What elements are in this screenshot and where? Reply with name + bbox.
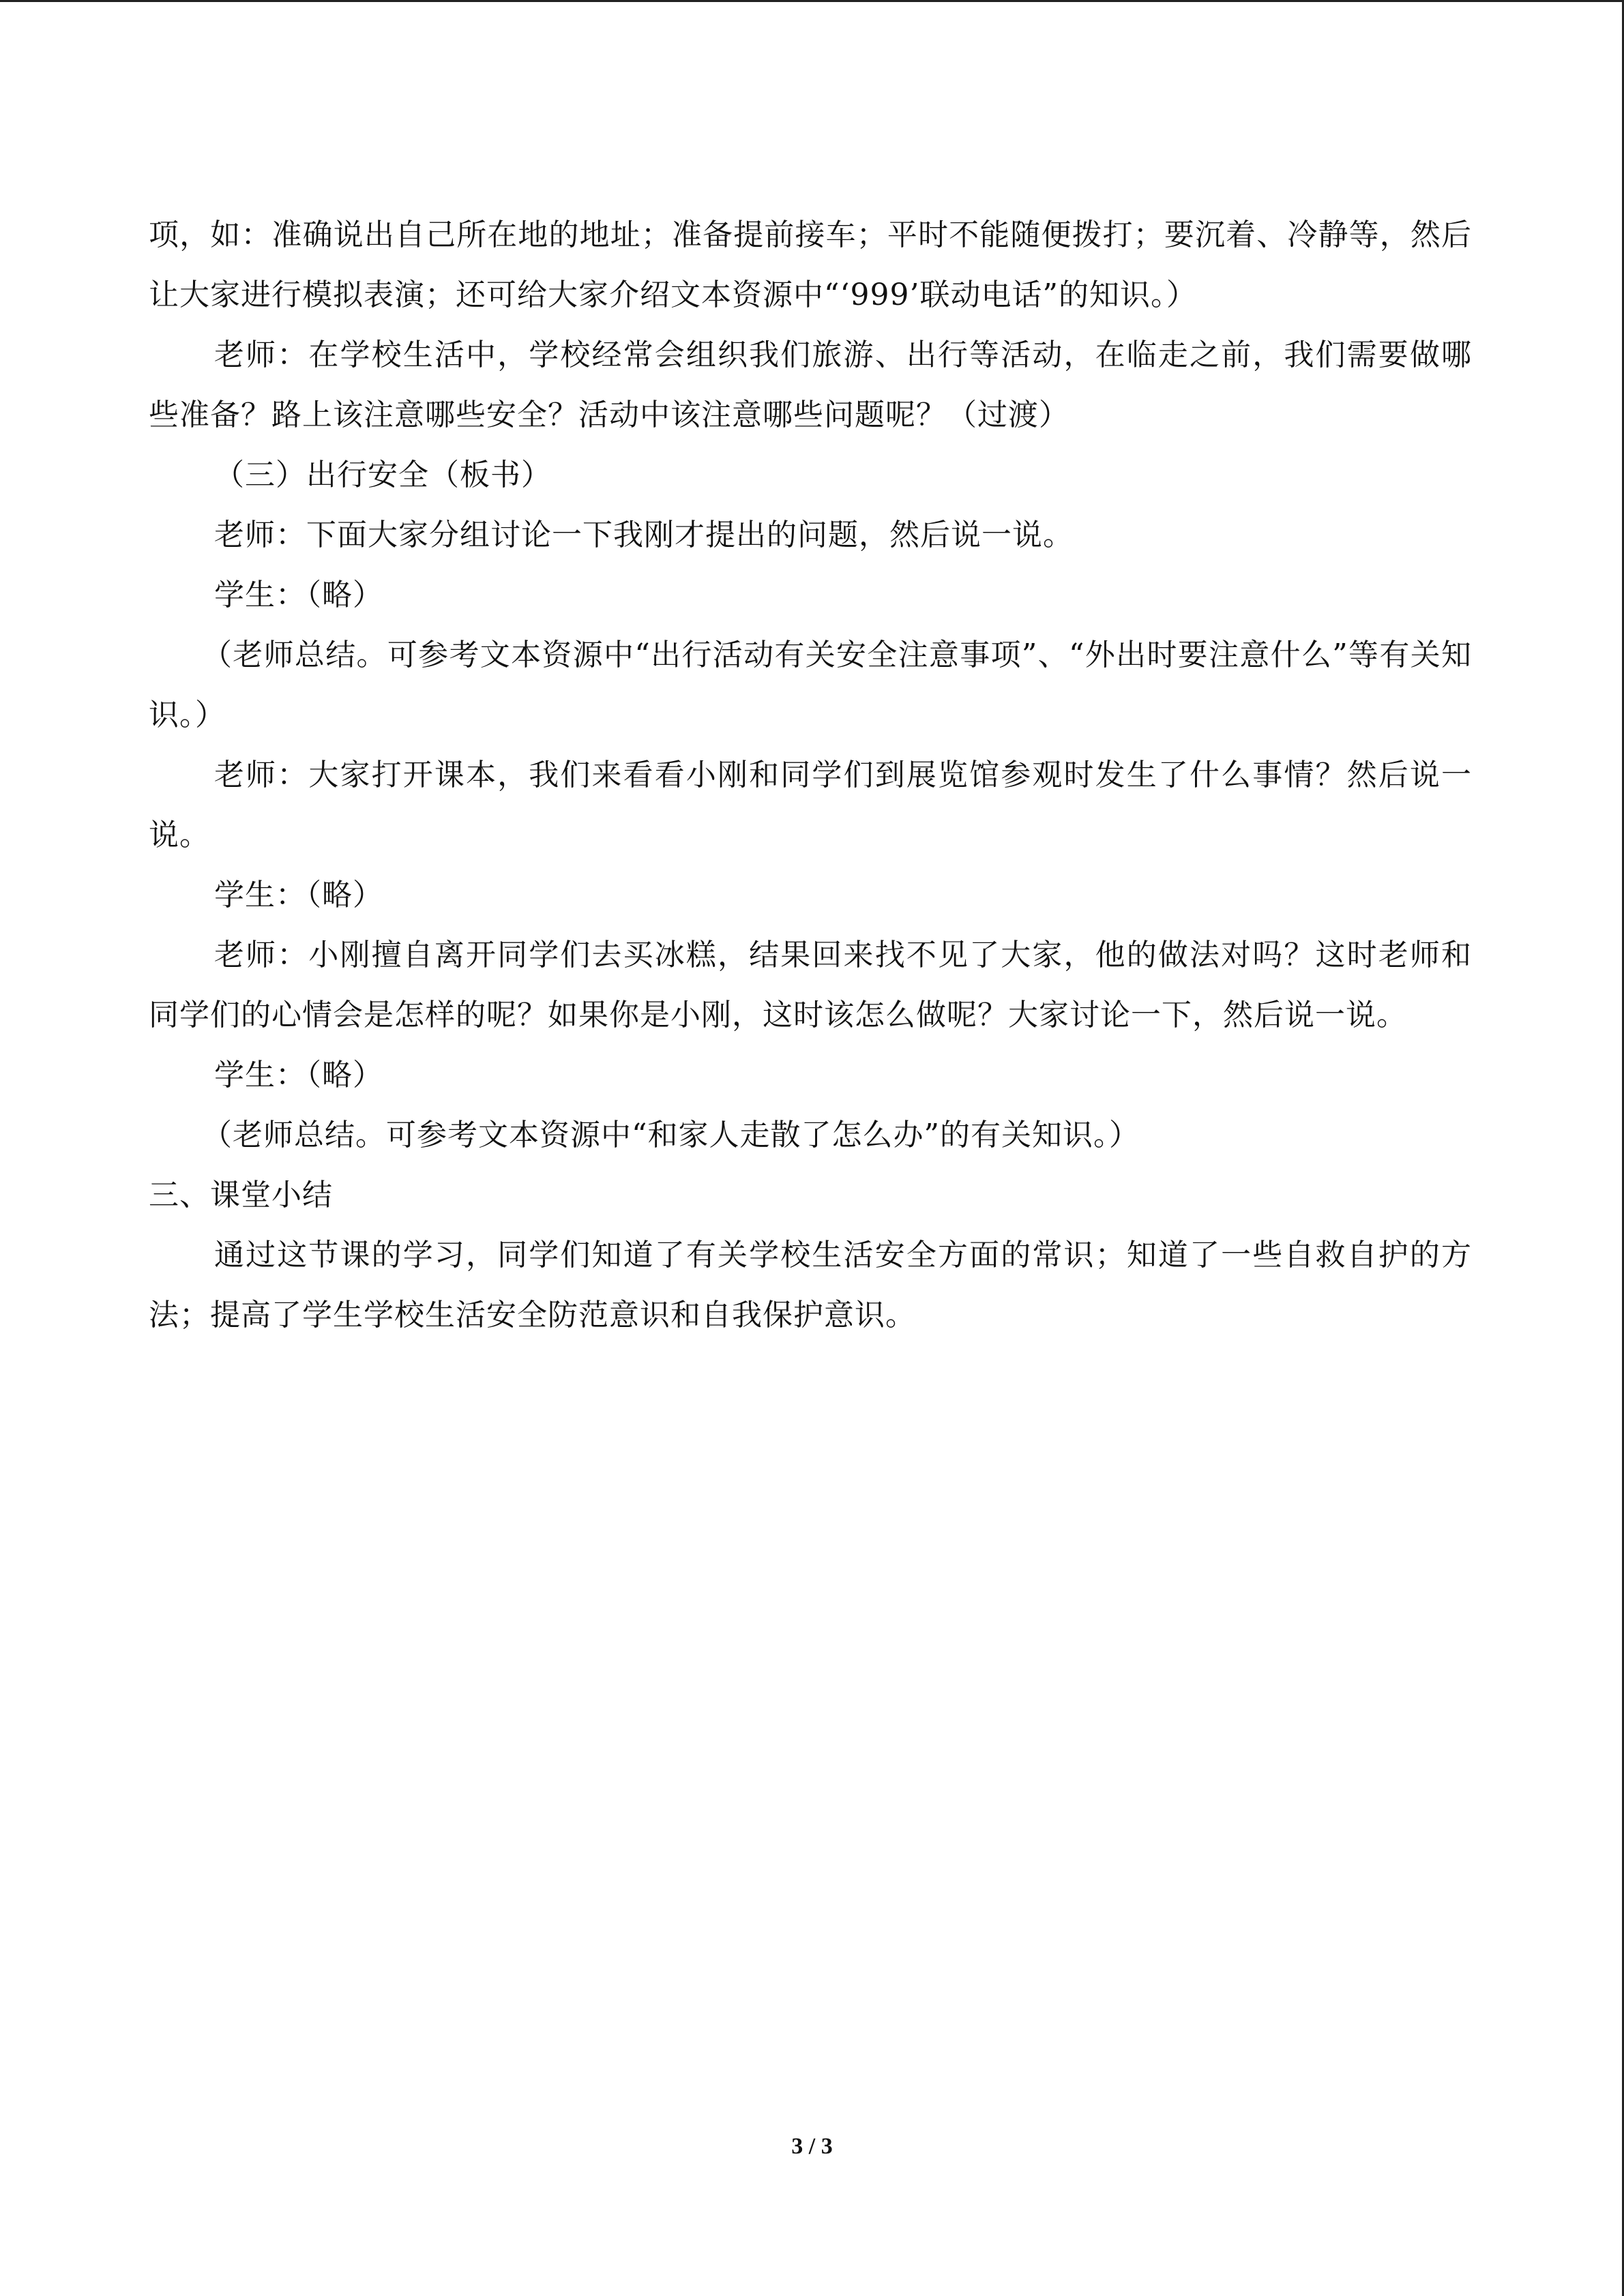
document-body <box>149 205 1472 1345</box>
paragraph-conclusion: 通过这节课的学习，同学们知道了有关学校生活安全方面的常识；知道了一些自救自护的方法；提高了学生学校生活安全防范意识和自我保护意识。 <box>149 1238 1472 1332</box>
section-heading-class-summary: 三、课堂小结 <box>149 1178 333 1212</box>
paragraph-teacher-discussion: 老师：下面大家分组讨论一下我刚才提出的问题，然后说一说。 <box>214 518 1074 552</box>
page-number: 3 / 3 <box>791 2134 833 2159</box>
paragraph-teacher-summary: （老师总结。可参考文本资源中“和家人走散了怎么办”的有关知识。） <box>202 1118 1140 1152</box>
paragraph-student-reply: 学生：（略） <box>214 1058 383 1092</box>
paragraph-student-reply: 学生：（略） <box>214 578 383 612</box>
paragraph-teacher-outing: 老师：在学校生活中，学校经常会组织我们旅游、出行等活动，在临走之前，我们需要做哪些准备？路上该注意哪些安全？活动中该注意哪些问题呢？（过渡） <box>149 338 1472 432</box>
section-heading-travel-safety: （三）出行安全（板书） <box>214 458 552 492</box>
paragraph-student-reply: 学生：（略） <box>214 878 383 912</box>
paragraph-teacher-textbook: 老师：大家打开课本，我们来看看小刚和同学们到展览馆参观时发生了什么事情？然后说一说。 <box>149 758 1472 852</box>
paragraph-teacher-summary: （老师总结。可参考文本资源中“出行活动有关安全注意事项”、“外出时要注意什么”等有关知识。） <box>149 638 1472 732</box>
paragraph-continuation: 项，如：准确说出自己所在地的地址；准备提前接车；平时不能随便拨打；要沉着、冷静等，然后让大家进行模拟表演；还可给大家介绍文本资源中“‘999’联动电话”的知识。） <box>149 218 1472 312</box>
paragraph-teacher-xiaogang: 老师：小刚擅自离开同学们去买冰糕，结果回来找不见了大家，他的做法对吗？这时老师和同学们的心情会是怎样的呢？如果你是小刚，这时该怎么做呢？大家讨论一下，然后说一说。 <box>149 938 1472 1032</box>
